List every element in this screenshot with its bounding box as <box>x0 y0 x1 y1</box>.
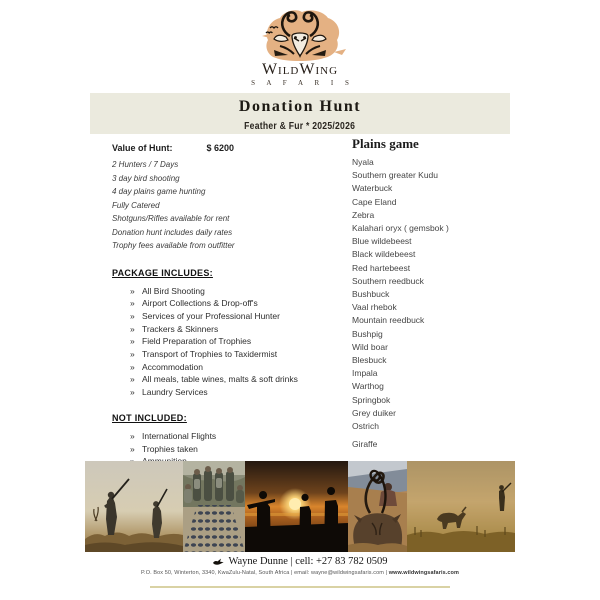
contact-text: Wayne Dunne | cell: +27 83 782 0509 <box>228 556 388 567</box>
hunt-note: 3 day bird shooting <box>112 173 180 183</box>
package-item <box>112 348 350 361</box>
package-item-label: Services of your Professional Hunter <box>142 310 280 321</box>
brand-subtitle: S A F A R I S <box>251 79 354 87</box>
plains-game-item: Blue wildebeest <box>352 236 412 247</box>
package-item <box>112 361 350 374</box>
package-item-label: Laundry Services <box>142 387 208 398</box>
not-included-item <box>112 443 350 456</box>
document-title: Donation Hunt <box>238 98 362 115</box>
not-included-heading: NOT INCLUDED: <box>112 412 187 423</box>
plains-game-item: Black wildebeest <box>352 249 416 260</box>
plains-game-item: Grey duiker <box>352 407 396 418</box>
bullet-glyph: » <box>130 298 135 309</box>
plains-game-column <box>352 136 507 451</box>
bullet-glyph: » <box>130 285 135 296</box>
photo-strip <box>85 461 515 552</box>
package-item-label: Trackers & Skinners <box>142 323 219 334</box>
bullet-glyph: » <box>130 374 135 385</box>
package-item <box>112 297 350 310</box>
plains-game-item: Vaal rhebok <box>352 302 397 313</box>
package-item-label: Airport Collections & Drop-off's <box>142 298 258 309</box>
not-included-item <box>112 430 350 443</box>
plains-game-item: Impala <box>352 368 378 379</box>
hunt-note: 4 day plains game hunting <box>112 187 206 196</box>
photo-sunset-silhouettes <box>245 461 348 552</box>
plains-game-list <box>352 156 507 451</box>
package-item <box>112 285 350 298</box>
photo-dog-in-golden-field <box>407 461 515 552</box>
value-amount: $ 6200 <box>206 143 235 153</box>
package-item-label: Field Preparation of Trophies <box>142 336 252 347</box>
value-of-hunt-row <box>112 143 350 153</box>
package-item <box>112 335 350 348</box>
plains-game-item: Nyala <box>352 157 374 167</box>
photo-kudu-trophy <box>348 461 407 552</box>
bullet-glyph: » <box>130 443 135 454</box>
website-link[interactable]: www.wildwingsafaris.com <box>388 570 459 576</box>
package-item-label: Accommodation <box>142 361 203 372</box>
not-included-item-label: Trophies taken <box>142 443 198 454</box>
bullet-glyph: » <box>130 336 135 347</box>
plains-game-item: Southern reedbuck <box>352 275 424 286</box>
plains-game-item: Waterbuck <box>352 183 393 194</box>
bullet-glyph: » <box>130 349 135 360</box>
plains-game-item: Warthog <box>352 381 384 392</box>
hunt-note: 2 Hunters / 7 Days <box>112 160 179 169</box>
title-banner <box>90 93 510 134</box>
flying-duck-icon <box>212 557 224 566</box>
package-item <box>112 373 350 386</box>
plains-game-heading: Plains game <box>352 136 419 151</box>
plains-game-item: Bushpig <box>352 328 383 339</box>
plains-game-item: Giraffe <box>352 439 378 450</box>
bullet-glyph: » <box>130 361 135 372</box>
package-item <box>112 386 350 399</box>
plains-game-item: Wild boar <box>352 341 388 352</box>
package-includes-list <box>112 285 350 399</box>
plains-game-item: Ostrich <box>352 421 379 432</box>
plains-game-item: Cape Eland <box>352 196 397 207</box>
footer <box>0 556 600 576</box>
wildwing-logo <box>0 6 600 87</box>
details-column <box>112 143 350 493</box>
plains-game-item: Red hartebeest <box>352 262 411 273</box>
address-text: P.O. Box 50, Winterton, 3340, KwaZulu-Natal, South Africa | email: wayne@wildwingsafaris.com | <box>141 570 388 576</box>
bullet-glyph: » <box>130 310 135 321</box>
plains-game-item: Kalahari oryx ( gemsbok ) <box>352 223 449 234</box>
not-included-item-label: International Flights <box>142 430 217 441</box>
address-line <box>0 570 600 576</box>
plains-game-item: Zebra <box>352 209 375 220</box>
kudu-logo-icon <box>250 6 350 62</box>
hunt-note: Shotguns/Rifles available for rent <box>112 214 230 223</box>
plains-game-item: Springbok <box>352 394 391 405</box>
package-includes-heading: PACKAGE INCLUDES: <box>112 267 213 278</box>
plains-game-item: Blesbuck <box>352 355 387 366</box>
contact-line <box>0 556 600 567</box>
package-item-label: All Bird Shooting <box>142 285 205 296</box>
hunt-note: Fully Catered <box>112 200 160 210</box>
plains-game-item: Mountain reedbuck <box>352 315 425 326</box>
package-item <box>112 310 350 323</box>
plains-game-item: Southern greater Kudu <box>352 170 439 181</box>
hunt-notes <box>112 158 350 253</box>
photo-wingshooting-hunters <box>85 461 183 552</box>
bullet-glyph: » <box>130 430 135 441</box>
package-item-label: Transport of Trophies to Taxidermist <box>142 349 278 360</box>
plains-game-item: Bushbuck <box>352 289 390 300</box>
bullet-glyph: » <box>130 387 135 398</box>
photo-bird-harvest-group <box>183 461 245 552</box>
footer-divider <box>150 586 450 588</box>
bullet-glyph: » <box>130 323 135 334</box>
hunt-note: Donation hunt includes daily rates <box>112 227 233 237</box>
package-item <box>112 323 350 336</box>
document-subtitle: Feather & Fur * 2025/2026 <box>244 120 356 132</box>
value-label: Value of Hunt: <box>112 143 173 153</box>
package-item-label: All meals, table wines, malts & soft drinks <box>142 374 298 385</box>
hunt-note: Trophy fees available from outfitter <box>112 241 235 250</box>
brand-name: WildWing <box>261 61 339 78</box>
